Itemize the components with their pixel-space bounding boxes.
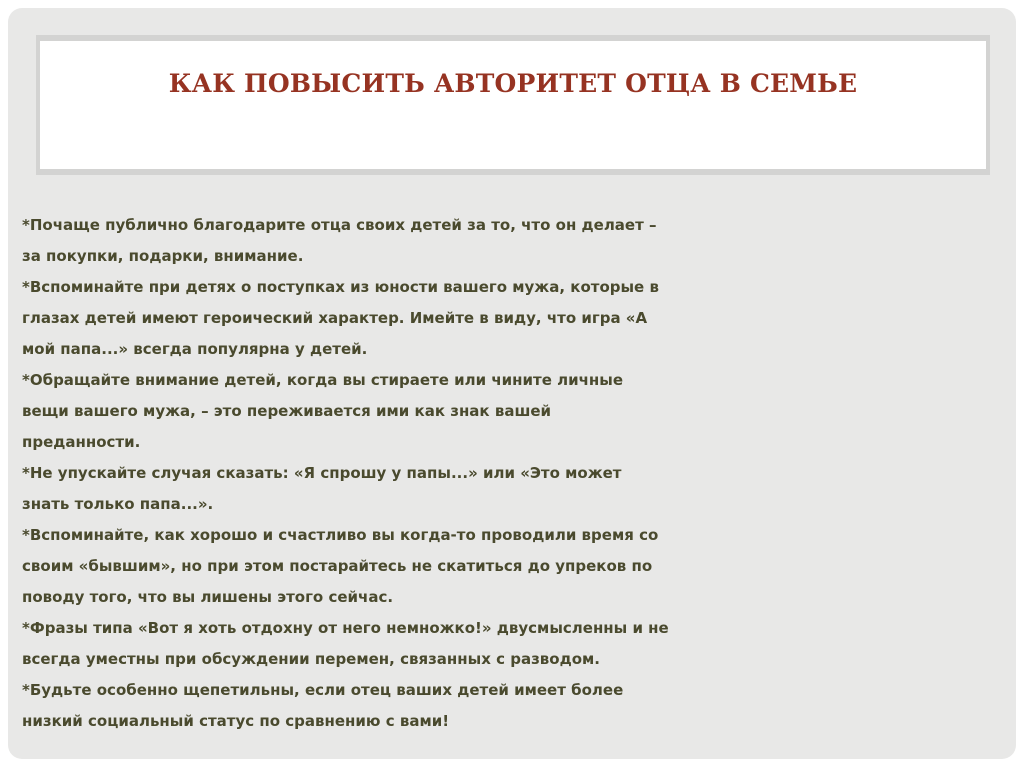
- body-line: за покупки, подарки, внимание.: [22, 247, 304, 265]
- body-line: *Вспоминайте, как хорошо и счастливо вы когда-то проводили время со: [22, 526, 659, 544]
- body-line: низкий социальный статус по сравнению с вами!: [22, 712, 450, 730]
- body-line: преданности.: [22, 433, 141, 451]
- body-line: *Будьте особенно щепетильны, если отец ваших детей имеет более: [22, 681, 624, 699]
- body-line: поводу того, что вы лишены этого сейчас.: [22, 588, 394, 606]
- body-line: мой папа...» всегда популярна у детей.: [22, 340, 368, 358]
- body-line: знать только папа...».: [22, 495, 214, 513]
- body-line: *Фразы типа «Вот я хоть отдохну от него немножко!» двусмысленны и не: [22, 619, 669, 637]
- body-text: [22, 210, 1010, 737]
- body-line: всегда уместны при обсуждении перемен, связанных с разводом.: [22, 650, 600, 668]
- body-line: *Обращайте внимание детей, когда вы стираете или чините личные: [22, 371, 624, 389]
- body-line: вещи вашего мужа, – это переживается ими как знак вашей: [22, 402, 552, 420]
- slide: [8, 8, 1016, 759]
- body-line: *Почаще публично благодарите отца своих детей за то, что он делает –: [22, 216, 657, 234]
- title-box: [40, 41, 986, 169]
- body-line: своим «бывшим», но при этом постарайтесь не скатиться до упреков по: [22, 557, 653, 575]
- body-line: глазах детей имеют героический характер. Имейте в виду, что игра «А: [22, 309, 648, 327]
- slide-title: КАК ПОВЫСИТЬ АВТОРИТЕТ ОТЦА В СЕМЬЕ: [168, 69, 858, 98]
- body-line: *Вспоминайте при детях о поступках из юности вашего мужа, которые в: [22, 278, 659, 296]
- body-line: *Не упускайте случая сказать: «Я спрошу у папы...» или «Это может: [22, 464, 622, 482]
